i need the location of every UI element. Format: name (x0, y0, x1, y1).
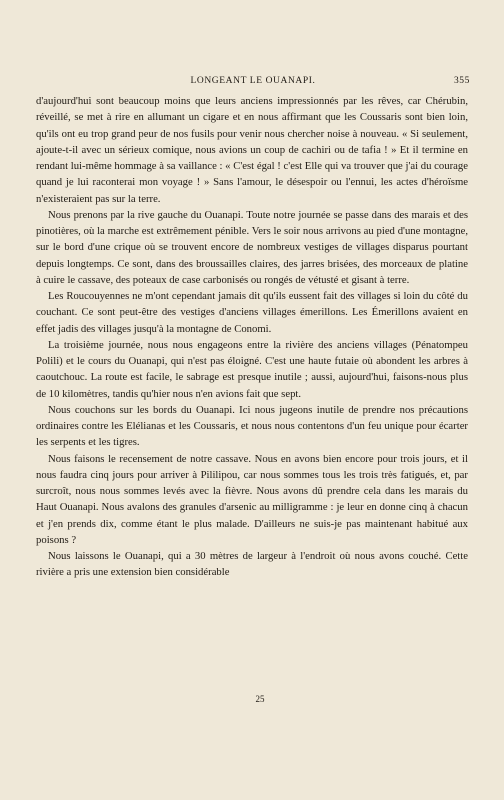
running-header (36, 76, 470, 90)
paragraph-3: Les Roucouyennes ne m'ont cependant jamais dit qu'ils eussent fait des villages si loin du côté du couchant. Ce sont peut-être des vestiges d'anciens villages émerillons. Les Émerillons avaient en effet jadis des villages jusqu'à la montagne de Conomi. (36, 290, 468, 335)
signature-mark: 25 (255, 694, 265, 704)
body-text (36, 93, 468, 581)
paragraph-4: La troisième journée, nous nous engageons entre la rivière des anciens villages (Pénatompeu Polili) et le cours du Ouanapi, qui n'est pas éloigné. C'est une haute futaie où abondent les arbres à caoutchouc. La route est facile, le sabrage est presque inutile ; aussi, aujourd'hui, faisons-nous plus de 10 kilomètres, tandis qu'hier nous n'en avions fait que sept. (36, 338, 468, 400)
paragraph-6: Nous faisons le recensement de notre cassave. Nous en avons bien encore pour trois jours, et il nous faudra cinq jours pour arriver à Pililipou, car nous sommes tous les trois très fatigués, et, par surcroît, nous nous sommes levés avec la fièvre. Nous avons dû prendre cela dans les marais du Haut Ouanapi. Nous avalons des granules d'arsenic au milligramme : je leur en donne cinq à chacun et j'en prends dix, comme étant le plus malade. D'ailleurs ne suis-je pas maintenant habitué aux poisons ? (36, 452, 468, 546)
running-title: LONGEANT LE OUANAPI. (190, 76, 316, 86)
paragraph-1: d'aujourd'hui sont beaucoup moins que leurs anciens impressionnés par les rêves, car Chérubin, réveillé, se met à rire en allumant un cigare et en nous affirmant que les Coussaris sont bien loin, qu'ils ont eu trop grand peur de nos fusils pour venir nous chercher noise à nouveau. « Si seulement, ajoute-t-il avec un sérieux comique, nous avions un coup de cachiri ou de tafia ! » Et il termine en rendant lui-même hommage à sa vaillance : « C'est égal ! c'est Elle qui va trouver que j'ai du courage quand je lui raconterai mon voyage ! » Sans l'amour, le désespoir ou l'ennui, les actes d'héroïsme n'existeraient pas sur la terre. (36, 95, 468, 205)
paragraph-5: Nous couchons sur les bords du Ouanapi. Ici nous jugeons inutile de prendre nos précautions ordinaires contre les Elélianas et les Coussaris, et nous nous contentons d'un feu unique pour écarter les serpents et les tigres. (36, 403, 468, 449)
paragraph-7: Nous laissons le Ouanapi, qui a 30 mètres de largeur à l'endroit où nous avons couché. Cette rivière a pris une extension bien considérable (36, 550, 468, 579)
page-number: 355 (453, 76, 470, 86)
paragraph-2: Nous prenons par la rive gauche du Ouanapi. Toute notre journée se passe dans des marais et des pinotières, où la marche est extrêmement pénible. Vers le soir nous arrivons au pied d'une montagne, sur le bord d'une crique où se trouvent encore de nombreux vestiges de villages disparus pourtant depuis longtemps. Ce sont, dans des broussailles claires, des jarres brisées, des morceaux de platine à cuire le cassave, des poteaux de case carbonisés ou rongés de vétusté et gisant à terre. (36, 208, 468, 286)
